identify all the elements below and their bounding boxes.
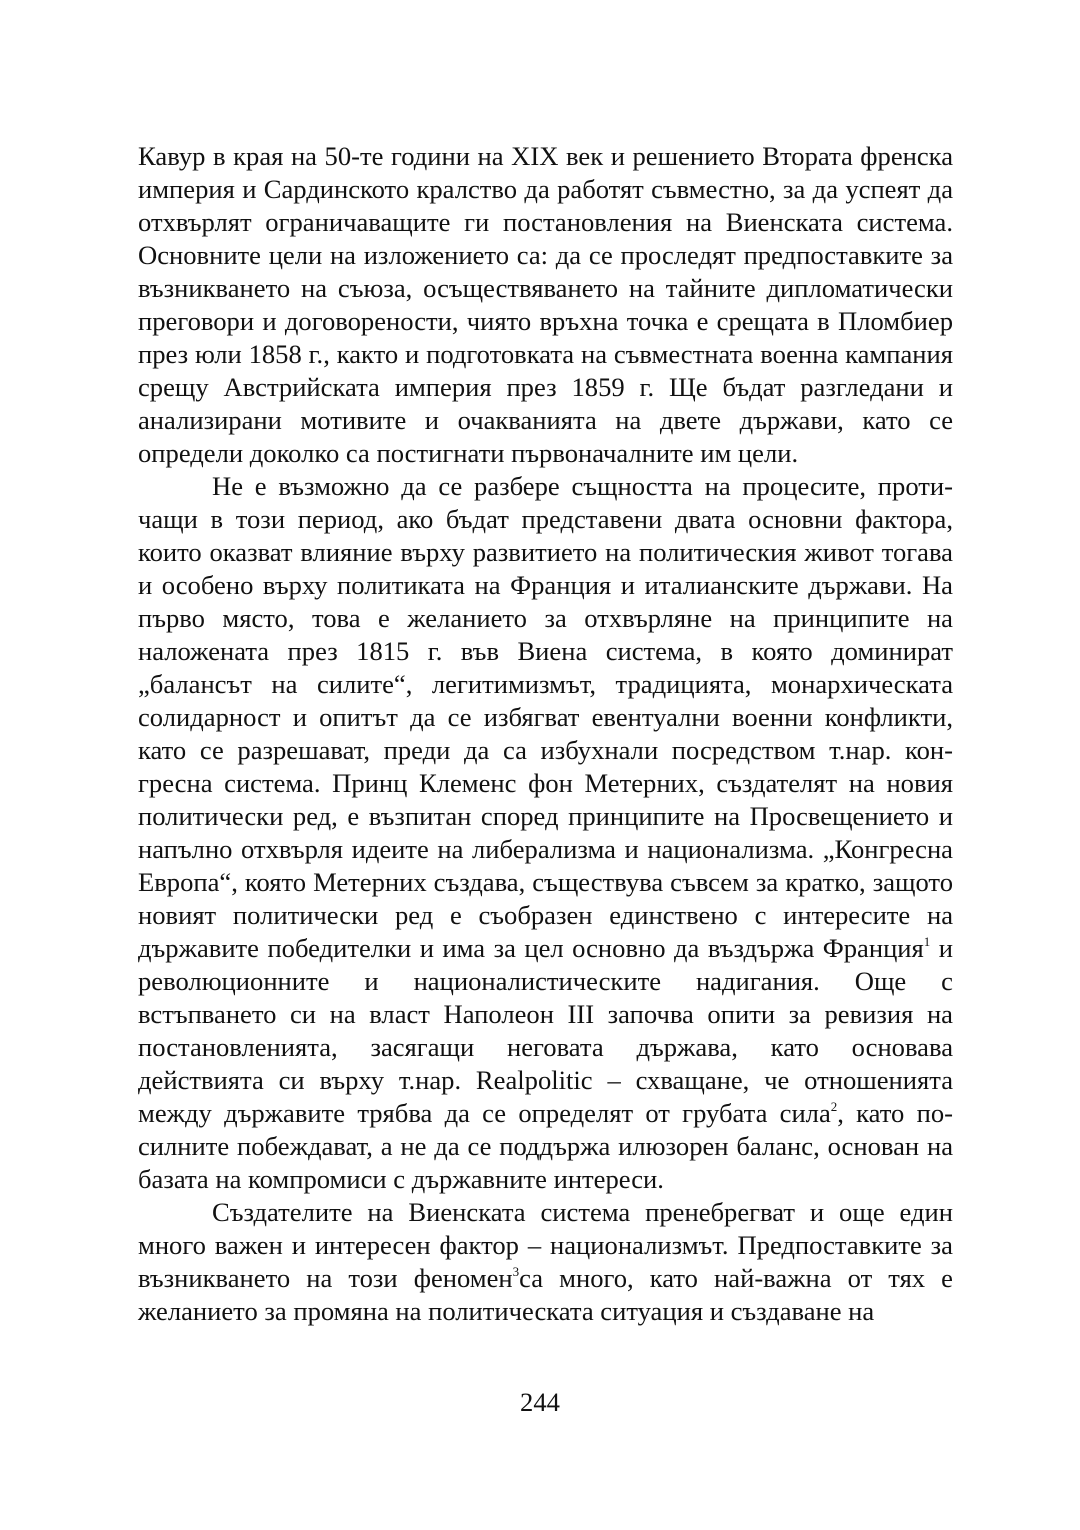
paragraph-3-text-part-2: са много, като най-важна от тях е желанието за промяна на политическата ситуация и създаване на (138, 1263, 953, 1326)
page-body (138, 140, 953, 1328)
paragraph-2 (138, 470, 953, 1196)
footnote-ref-2[interactable]: 2 (830, 1099, 838, 1115)
paragraph-2-text-part-2: и революционните и националистическите надигания. Още с встъпването си на власт Наполеон III започва опити за ревизия на постановленията, засягащи неговата държава, като основава действията си върху т.нар. Realpolitic – схващане, че отношенията между държавите трябва да се определят от грубата сила (138, 933, 953, 1128)
paragraph-3 (138, 1196, 953, 1328)
footnote-ref-3[interactable]: 3 (512, 1264, 520, 1280)
footnote-ref-1[interactable]: 1 (923, 934, 931, 950)
paragraph-1-text: Кавур в края на 50-те години на XIX век и решението Втората френска империя и Сардинското кралство да работят съвместно, за да успеят да отхвърлят ограничаващите ги постановления на Виенската система. Основните цели на изложението са: да се проследят предпоставките за възникването на съюза, осъществяването на тайните дипломатически преговори и договорености, чиято връхна точка е срещата в Пломбиер през юли 1858 г., както и подготовката на съвместната военна кампания срещу Австрийската империя през 1859 г. Ще бъдат разгледани и анализирани мотивите и очакванията на двете държави, като се определи доколко са постигнати първоначалните им цели. (138, 141, 953, 468)
paragraph-1 (138, 140, 953, 470)
paragraph-3-text-part-1: Създателите на Виенската система пренебрегват и още един много важен и интересен фактор – национализмът. Предпоставките за възникването на този феномен (138, 1197, 953, 1293)
page-number: 244 (520, 1387, 560, 1417)
paragraph-2-text-part-1: Не е възможно да се разбере същността на процесите, протичащи в този период, ако бъдат представени двата основни фактора, които оказват влияние върху развитието на политическия живот тогава и особено върху политиката на Франция и италианските държави. На първо място, това е желанието за отхвърляне на принципите на наложената през 1815 г. във Виена система, в която доминират „балансът на силите“, легитимизмът, традицията, монархическата солидарност и опитът да се избягват евентуални военни конфликти, като се разрешават, преди да са избухнали посредством т.нар. конгресна система. Принц Клеменс фон Метерних, създателят на новия политически ред, е възпитан според принципите на Просвещението и напълно отхвърля идеите на либерализма и национализма. „Конгресна Европа“, която Метерних създава, съществува съвсем за кратко, защото новият политически ред е съобразен единствено с интересите на държавите победителки и има за цел основно да въздържа Франция (138, 471, 953, 963)
paragraph-2-text-part-3: , като по-силните побеждават, а не да се поддържа илюзорен баланс, основан на базата на компромиси с държавните интереси. (138, 1098, 953, 1194)
